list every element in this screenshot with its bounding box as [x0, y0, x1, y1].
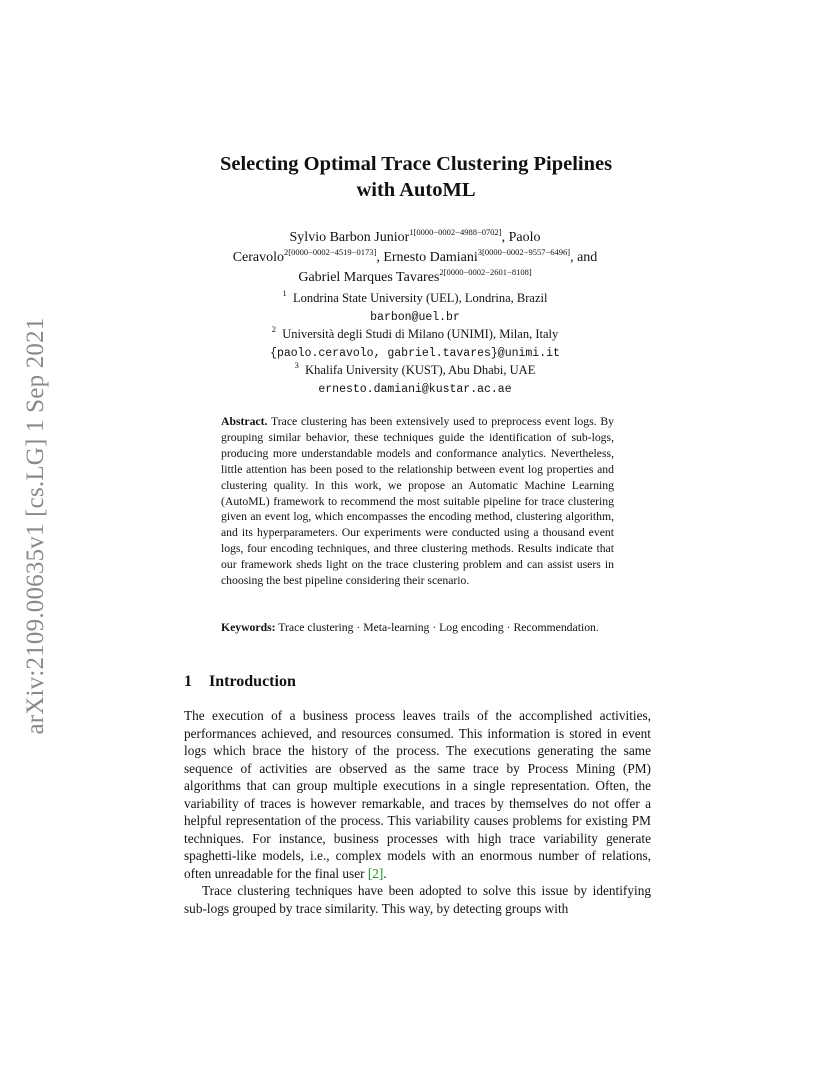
- affiliations: [180, 290, 650, 398]
- author-1-orcid: 1[0000−0002−4988−0702]: [409, 227, 502, 237]
- paper-title: [150, 151, 682, 203]
- author-list: [180, 228, 650, 288]
- paragraph-2-text: Trace clustering techniques have been adopted to solve this issue by identifying sub-logs grouped by trace similarity. This way, by detecting groups with: [184, 883, 651, 916]
- keywords: [221, 620, 614, 636]
- section-number: 1: [184, 673, 192, 690]
- author-2-name-part2: Ceravolo: [232, 250, 285, 265]
- author-2-orcid: 2[0000−0002−4519−0173]: [284, 247, 377, 257]
- affiliation-3: Khalifa University (KUST), Abu Dhabi, UAE: [305, 363, 536, 377]
- author-3-orcid: 3[0000−0002−9557−6496]: [477, 247, 571, 257]
- author-4-orcid: 2[0000−0002−2601−8108]: [439, 267, 532, 277]
- title-line-1: Selecting Optimal Trace Clustering Pipelines: [219, 153, 613, 175]
- author-4-name: Gabriel Marques Tavares: [298, 270, 440, 285]
- paragraph-1: [184, 707, 651, 882]
- affiliation-2-email: {paolo.ceravolo, gabriel.tavares}@unimi.it: [270, 346, 560, 360]
- affiliation-1-number: 1: [282, 288, 287, 298]
- author-and: , and: [570, 250, 598, 265]
- abstract-text: Trace clustering has been extensively used to preprocess event logs. By grouping similar behavior, these techniques guide the identification of sub-logs, producing more understandable models and conformance analytics. Nevertheless, little attention has been posed to the relationship between event log properties and clustering quality. In this work, we propose an Automatic Machine Learning (AutoML) framework to recommend the most suitable pipeline for trace clustering given an event log, which encompasses the encoding method, clustering algorithm, and its hyperparameters. Our experiments were conducted using a thousand event logs, four encoding techniques, and three clustering methods. Results indicate that our framework sheds light on the trace clustering problem and can assist users in choosing the best pipeline considering their scenario.: [221, 415, 614, 588]
- author-1-name: Sylvio Barbon Junior: [289, 230, 410, 245]
- title-line-2: with AutoML: [356, 179, 476, 201]
- abstract: [221, 414, 614, 589]
- keywords-label: Keywords:: [221, 621, 276, 634]
- author-3-name: , Ernesto Damiani: [376, 250, 478, 265]
- citation-link[interactable]: [2]: [367, 865, 384, 881]
- affiliation-2-number: 2: [271, 324, 276, 334]
- keywords-text: Trace clustering · Meta-learning · Log encoding · Recommendation.: [278, 621, 599, 634]
- section-heading-introduction: [184, 673, 296, 691]
- affiliation-3-email: ernesto.damiani@kustar.ac.ae: [318, 382, 512, 396]
- affiliation-3-number: 3: [294, 360, 299, 370]
- paragraph-1-end: .: [383, 865, 387, 881]
- affiliation-1: Londrina State University (UEL), Londrina, Brazil: [293, 291, 548, 305]
- arxiv-identifier-text: arXiv:2109.00635v1 [cs.LG] 1 Sep 2021: [22, 317, 49, 735]
- affiliation-2: Università degli Studi di Milano (UNIMI), Milan, Italy: [282, 327, 559, 341]
- paragraph-1-text: The execution of a business process leaves trails of the accomplished activities, performances achieved, and resources consumed. This information is stored in event logs which brace the history of the process. The executions generating the same sequence of activities are observed as the same trace by Process Mining (PM) algorithms that can group multiple executions in a single representation. Often, the variability of traces is however remarkable, and traces by themselves do not offer a helpful representation of the process. This variability causes problems for existing PM techniques. For instance, business processes with high trace variability generate spaghetti-like models, i.e., complex models with an enormous number of relations, often unreadable for the final user: [184, 708, 651, 881]
- section-title: Introduction: [209, 673, 296, 690]
- abstract-label: Abstract.: [221, 415, 268, 428]
- arxiv-side-identifier: [16, 296, 56, 756]
- section-body: [184, 707, 651, 917]
- affiliation-1-email: barbon@uel.br: [370, 310, 460, 324]
- paragraph-2: [184, 882, 651, 917]
- author-2-name-part1: , Paolo: [501, 230, 541, 245]
